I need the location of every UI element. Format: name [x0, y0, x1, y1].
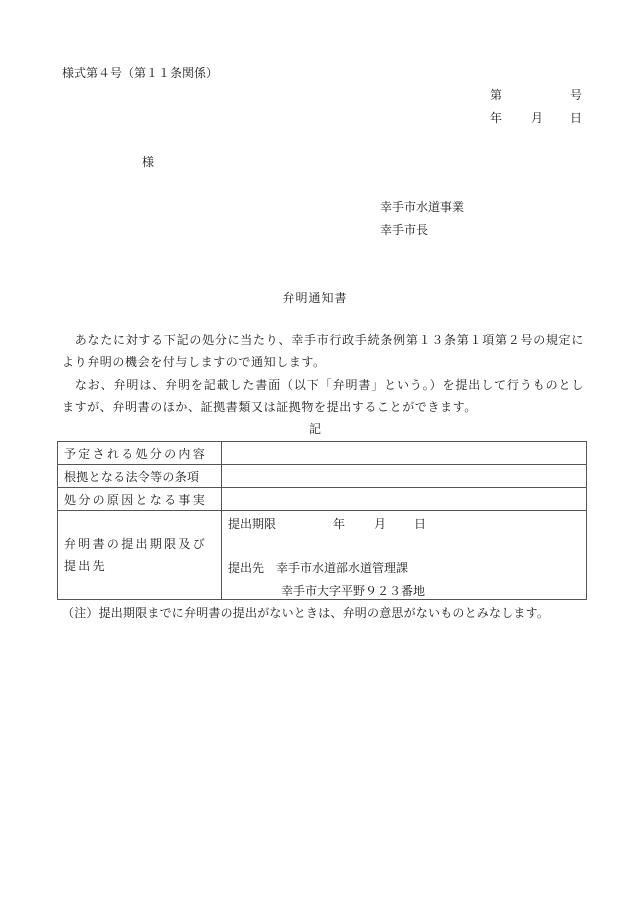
body-paragraph-2-text: なお、弁明は、弁明を記載した書面（以下「弁明書」という。）を提出して行うものとしますが、弁明書のほか、証拠書類又は証拠物を提出することができます。: [62, 378, 584, 414]
row-value-submission: [222, 511, 587, 600]
submission-destination: 提出先 幸手市水道部水道管理課: [228, 561, 409, 575]
footnote: （注）提出期限までに弁明書の提出がないときは、弁明の意思がないものとみなします。: [62, 606, 550, 620]
document-number-prefix: 第: [490, 88, 503, 102]
deadline-year-label: 年: [333, 517, 346, 531]
ki-heading: 記: [308, 422, 321, 436]
body-paragraph-1-text: あなたに対する下記の処分に当たり、幸手市行政手続条例第１３条第１項第２号の規定により弁明の機会を付与しますので通知します。: [62, 333, 584, 369]
table-row: [58, 465, 587, 488]
date-day-label: 日: [570, 111, 583, 125]
date-year-label: 年: [490, 111, 503, 125]
row-value-cause-facts: [222, 488, 587, 511]
row-label-cause-facts: 処分の原因となる事実: [58, 488, 222, 511]
document-title: 弁明通知書: [282, 291, 348, 305]
table-row: [58, 442, 587, 465]
table-row: [58, 488, 587, 511]
document-number-suffix: 号: [570, 88, 583, 102]
body-paragraph-1: [62, 329, 584, 373]
form-number: 様式第４号（第１１条関係）: [62, 66, 219, 80]
submission-address: 幸手市大字平野９２３番地: [281, 584, 426, 598]
deadline-label: 提出期限: [228, 517, 277, 531]
deadline-day-label: 日: [414, 517, 427, 531]
details-table: [57, 441, 587, 600]
sender-organization: 幸手市水道事業: [380, 200, 465, 214]
deadline-month-label: 月: [374, 517, 387, 531]
row-label-legal-basis: 根拠となる法令等の条項: [58, 465, 222, 488]
row-value-legal-basis: [222, 465, 587, 488]
submission-details: [228, 511, 586, 599]
addressee-honorific: 様: [142, 155, 155, 169]
date-month-label: 月: [531, 111, 544, 125]
row-label-disposition: 予定される処分の内容: [58, 442, 222, 465]
row-label-submission: 弁明書の提出期限及び提出先: [58, 511, 222, 600]
body-paragraph-2: [62, 374, 584, 418]
row-value-disposition: [222, 442, 587, 465]
sender-name: 幸手市長: [380, 223, 429, 237]
table-row: [58, 511, 587, 600]
